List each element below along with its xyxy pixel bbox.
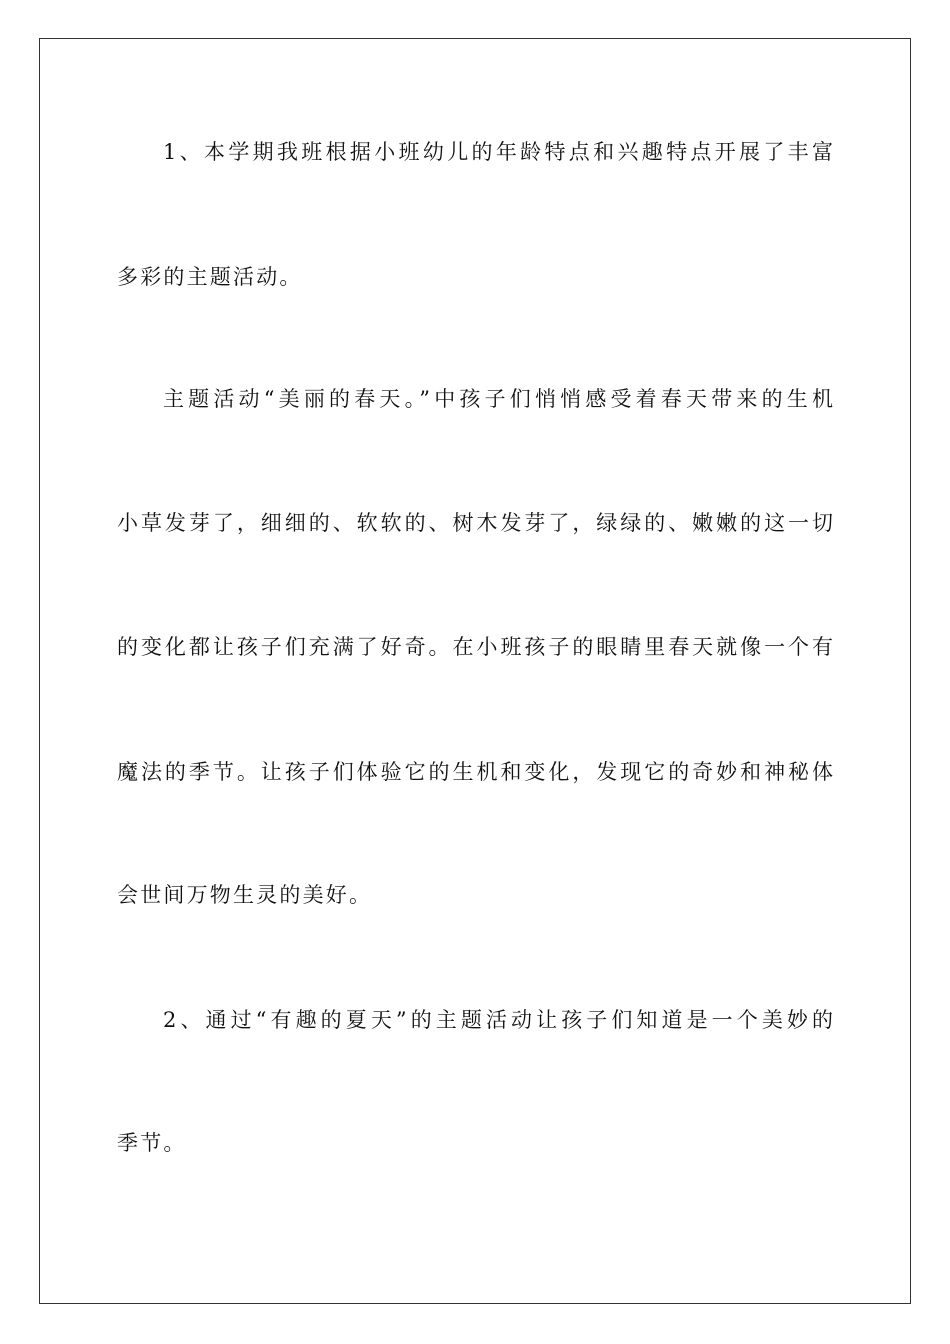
paragraph-2-line-2: 小草发芽了，细细的、软软的、树木发芽了，绿绿的、嫩嫩的这一切 xyxy=(117,511,833,535)
paragraph-3-line-1: 2、通过“有趣的夏天”的主题活动让孩子们知道是一个美妙的 xyxy=(163,1008,833,1032)
paragraph-2-line-3: 的变化都让孩子们充满了好奇。在小班孩子的眼睛里春天就像一个有 xyxy=(117,635,833,659)
paragraph-2-line-5: 会世间万物生灵的美好。 xyxy=(117,883,373,907)
paragraph-2-line-1: 主题活动“美丽的春天。”中孩子们悄悄感受着春天带来的生机 xyxy=(163,387,833,411)
paragraph-2-line-4: 魔法的季节。让孩子们体验它的生机和变化，发现它的奇妙和神秘体 xyxy=(117,760,833,784)
paragraph-1-line-2: 多彩的主题活动。 xyxy=(117,265,303,289)
paragraph-1-line-1: 1、本学期我班根据小班幼儿的年龄特点和兴趣特点开展了丰富 xyxy=(163,140,833,164)
page-border xyxy=(39,38,911,1304)
paragraph-3-line-2: 季节。 xyxy=(117,1131,187,1155)
